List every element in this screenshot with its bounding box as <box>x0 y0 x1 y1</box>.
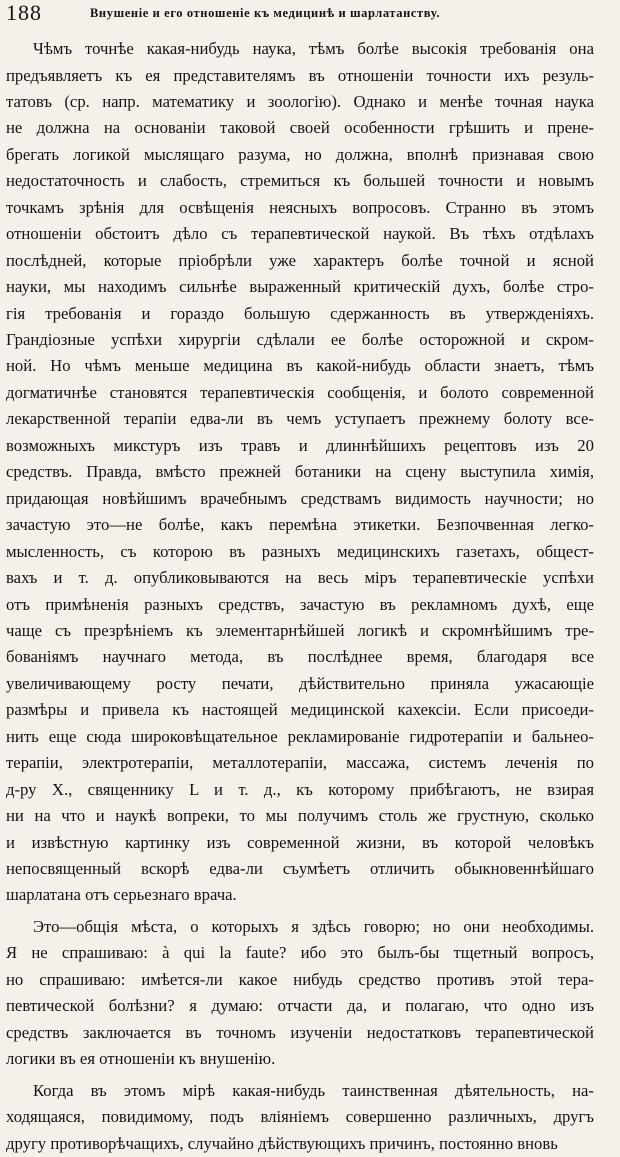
page-number: 188 <box>6 0 42 25</box>
text-line: татовъ (ср. напр. математику и зоологiю). Однако и менѣе точная наука <box>6 91 594 111</box>
text-line: ходящаяся, повидимому, подъ влiянiемъ совершенно различныхъ, другъ <box>6 1107 594 1126</box>
text-line: увеличивающему росту печати, дѣйствительно приняла ужасающiе <box>6 673 594 693</box>
text-line: Это—общiя мѣста, о которыхъ я здѣсь говорю; но они необходимы. <box>33 916 594 936</box>
text-line: логики въ ея отношенiи къ внушенiю. <box>6 1049 276 1069</box>
text-line: певтической болѣзни? я думаю: отчасти да, и полагаю, что одно изъ <box>6 996 594 1016</box>
text-line: не должна на основанiи таковой своей особенности грѣшить и прене- <box>6 118 594 138</box>
text-line: д-ру X., священнику L и т. д., къ которому прибѣгаютъ, не взирая <box>6 779 594 799</box>
text-line: вахъ и т. д. опубликовываются на весь мiръ терапевтическiе успѣхи <box>6 568 594 587</box>
text-line: зачастую это—не болѣе, какъ перемѣна этикетки. Безпочвенная легко- <box>6 515 594 535</box>
text-line: средствъ. Правда, вмѣсто прежней ботаники на сцену выступила химiя, <box>6 462 594 482</box>
page-header <box>0 0 620 30</box>
text-line: придающая новѣйшимъ врачебнымъ средствамъ видимость научности; но <box>6 488 594 508</box>
text-line: отношенiи обстоитъ дѣло съ терапевтической наукой. Въ тѣхъ отдѣлахъ <box>6 224 594 244</box>
running-title: Внушенiе и его отношенiе къ медицинѣ и шарлатанству. <box>90 6 441 20</box>
text-line: и извѣстную картинку изъ современной жизни, въ которой человѣкъ <box>6 832 594 852</box>
text-line: чаще съ презрѣнiемъ къ элементарнѣйшей логикѣ и скромнѣйшимъ тре- <box>6 620 594 640</box>
text-line: нить еще сюда широковѣщательное рекламированiе гидротерапiи и бальнео- <box>6 726 594 746</box>
text-line: Я не спрашиваю: à qui la faute? ибо это былъ-бы тщетный вопросъ, <box>6 943 594 963</box>
text-line: предъявляетъ къ ея представителямъ въ отношенiи точности ихъ резуль- <box>6 65 594 85</box>
text-line: терапiи, электротерапiи, металлотерапiи, массажа, системъ леченiя по <box>6 753 594 773</box>
text-line: непосвященный вскорѣ едва-ли съумѣетъ отличить обыкновеннѣйшаго <box>6 859 594 878</box>
text-line: точкамъ зрѣнiя для освѣщенiя неясныхъ вопросовъ. Странно въ этомъ <box>6 197 594 217</box>
text-line: недостаточность и слабость, стремиться къ большей точности и новымъ <box>6 171 594 191</box>
text-line: мысленность, съ которою въ разныхъ медицинскихъ газетахъ, общест- <box>6 541 594 561</box>
text-line: ной. Но чѣмъ меньше медицина въ какой-нибудь области знаетъ, тѣмъ <box>6 356 594 376</box>
text-line: догматичнѣе становятся терапевтическiя сообщенiя, и болото современной <box>6 382 594 402</box>
text-line: размѣры и привела къ настоящей медицинской кахексiи. Если присоеди- <box>6 700 594 720</box>
text-line: но спрашиваю: имѣется-ли какое нибудь средство противъ этой тера- <box>6 969 594 989</box>
text-line: шарлатана отъ серьезнаго врача. <box>6 885 237 905</box>
text-line: науки, мы находимъ сильнѣе выраженный критическiй духъ, болѣе стро- <box>6 277 594 296</box>
text-line: бованiямъ научнаго метода, въ послѣднее время, благодаря все <box>6 647 594 667</box>
text-line: лекарственной терапiи едва-ли въ чемъ уступаетъ прежнему болоту все- <box>6 409 594 429</box>
text-line: послѣдней, которые прiобрѣли уже характеръ болѣе точной и ясной <box>6 250 594 270</box>
text-line: возможныхъ микстуръ изъ травъ и длиннѣйшихъ рецептовъ изъ 20 <box>6 435 594 455</box>
text-line: другу противорѣчащихъ, случайно дѣйствующихъ причинъ, постоянно вновь <box>6 1133 558 1153</box>
text-line: Когда въ этомъ мiрѣ какая-нибудь таинственная дѣятельность, на- <box>33 1080 594 1100</box>
text-line: ни на что и наукѣ вопреки, то мы получимъ столь же грустную, сколько <box>6 806 594 826</box>
text-line: отъ примѣненiя разныхъ средствъ, зачастую въ рекламномъ духѣ, еще <box>6 594 594 614</box>
text-line: брегать логикой мыслящаго разума, но должна, вполнѣ признавая свою <box>6 144 594 164</box>
text-line: Чѣмъ точнѣе какая-нибудь наука, тѣмъ болѣе высокiя требованiя она <box>33 39 594 58</box>
text-line: средствъ заключается въ точномъ изученiи недостатковъ терапевтической <box>6 1022 594 1042</box>
text-line: гiя требованiя и гораздо большую сдержанность въ утвержденiяхъ. <box>6 303 594 323</box>
text-line: Грандiозные успѣхи хирургiи сдѣлали ее болѣе осторожной и скром- <box>6 329 594 349</box>
